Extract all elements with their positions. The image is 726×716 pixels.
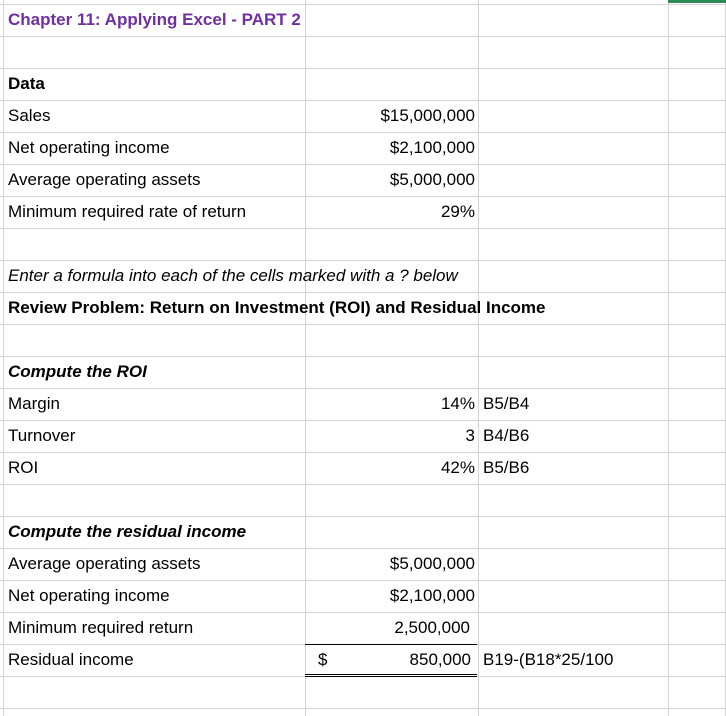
roi-formula-roi[interactable]: B5/B6 [483,458,530,477]
ri-value-assets[interactable]: $5,000,000 [389,554,475,573]
ri-value-noi[interactable]: $2,100,000 [389,586,475,605]
sheet-title[interactable]: Chapter 11: Applying Excel - PART 2 [8,10,301,29]
roi-label-roi[interactable]: ROI [8,458,39,477]
roi-label-margin[interactable]: Margin [8,394,60,413]
instruction-text[interactable]: Enter a formula into each of the cells marked with a ? below [8,266,458,285]
residual-income-section-header[interactable]: Compute the residual income [8,522,247,541]
gridline [3,0,4,716]
review-problem-title[interactable]: Review Problem: Return on Investment (ROI) and Residual Income [8,298,546,317]
ri-label-total[interactable]: Residual income [8,650,134,669]
roi-formula-margin[interactable]: B5/B4 [483,394,530,413]
ri-currency-symbol: $ [318,650,328,669]
roi-value-roi[interactable]: 42% [440,458,475,477]
data-label-sales[interactable]: Sales [8,106,51,125]
ri-label-noi[interactable]: Net operating income [8,586,170,605]
gridline [478,0,479,716]
gridline [668,0,669,716]
ri-formula-total[interactable]: B19-(B18*25/100 [483,650,614,669]
ri-value-min-return[interactable]: 2,500,000 [394,618,470,637]
data-label-min-rate[interactable]: Minimum required rate of return [8,202,247,221]
ri-label-assets[interactable]: Average operating assets [8,554,201,573]
roi-section-header[interactable]: Compute the ROI [8,362,147,381]
data-value-assets[interactable]: $5,000,000 [389,170,475,189]
ri-value-total[interactable]: 850,000 [409,650,471,669]
data-value-sales[interactable]: $15,000,000 [380,106,475,125]
selected-cell-indicator[interactable] [668,0,726,3]
data-value-min-rate[interactable]: 29% [440,202,475,221]
roi-label-turnover[interactable]: Turnover [8,426,76,445]
ri-label-min-return[interactable]: Minimum required return [8,618,194,637]
data-value-noi[interactable]: $2,100,000 [389,138,475,157]
data-label-assets[interactable]: Average operating assets [8,170,201,189]
roi-value-margin[interactable]: 14% [440,394,475,413]
roi-formula-turnover[interactable]: B4/B6 [483,426,530,445]
data-header[interactable]: Data [8,74,45,93]
roi-value-turnover[interactable]: 3 [465,426,475,445]
data-label-noi[interactable]: Net operating income [8,138,170,157]
